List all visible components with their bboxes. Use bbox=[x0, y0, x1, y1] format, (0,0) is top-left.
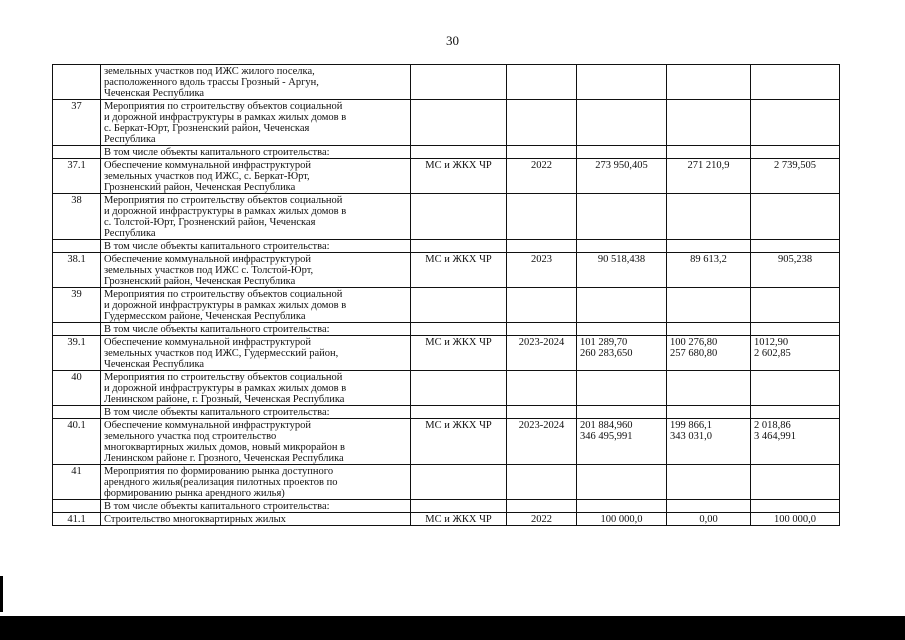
row-number-cell: 38.1 bbox=[53, 253, 101, 288]
empty-cell bbox=[411, 146, 507, 159]
empty-cell bbox=[411, 323, 507, 336]
cell-line: земельных участков под ИЖС жилого поселка, bbox=[104, 66, 315, 77]
empty-cell bbox=[577, 146, 667, 159]
cell-line: и дорожной инфраструктуры в рамках жилых домов в bbox=[104, 300, 347, 311]
cell-line: и дорожной инфраструктуры в рамках жилых домов в bbox=[104, 383, 347, 394]
description-cell bbox=[101, 159, 411, 194]
year-cell: 2023 bbox=[507, 253, 577, 288]
amount-cell-v3 bbox=[751, 194, 840, 240]
row-number-cell bbox=[53, 240, 101, 253]
year-cell: 2022 bbox=[507, 513, 577, 526]
empty-cell bbox=[577, 240, 667, 253]
cell-line: Обеспечение коммунальной инфраструктурой bbox=[104, 160, 311, 171]
empty-cell bbox=[667, 406, 751, 419]
organization-cell bbox=[411, 465, 507, 500]
amount-cell-v1 bbox=[577, 194, 667, 240]
cell-line: 199 866,1 bbox=[670, 420, 712, 431]
empty-cell bbox=[507, 240, 577, 253]
empty-cell bbox=[577, 323, 667, 336]
amount-cell-v3 bbox=[751, 253, 840, 288]
description-cell bbox=[101, 65, 411, 100]
table-row bbox=[53, 371, 840, 406]
amount-cell-v1 bbox=[577, 371, 667, 406]
amount-cell-v3 bbox=[751, 465, 840, 500]
empty-cell bbox=[751, 240, 840, 253]
description-cell bbox=[101, 194, 411, 240]
cell-line: 273 950,405 bbox=[595, 160, 648, 171]
empty-cell bbox=[507, 323, 577, 336]
cell-line: многоквартирных жилых домов, новый микрорайон в bbox=[104, 442, 346, 453]
cell-line: 101 289,70 bbox=[580, 337, 628, 348]
cell-line: Строительство многоквартирных жилых bbox=[104, 514, 286, 525]
amount-cell-v2 bbox=[667, 100, 751, 146]
organization-cell bbox=[411, 371, 507, 406]
table-row bbox=[53, 336, 840, 371]
table-row bbox=[53, 253, 840, 288]
table-row bbox=[53, 159, 840, 194]
description-cell bbox=[101, 288, 411, 323]
empty-cell bbox=[411, 240, 507, 253]
cell-line: 343 031,0 bbox=[670, 431, 712, 442]
year-cell bbox=[507, 194, 577, 240]
empty-cell bbox=[667, 323, 751, 336]
table-subheader-row bbox=[53, 240, 840, 253]
table-row bbox=[53, 465, 840, 500]
empty-cell bbox=[411, 500, 507, 513]
subheader-text: В том числе объекты капитального строительства: bbox=[101, 240, 411, 253]
table-row bbox=[53, 65, 840, 100]
row-number-cell: 38 bbox=[53, 194, 101, 240]
cell-line: земельных участков под ИЖС, с. Беркат-Юрт, bbox=[104, 171, 310, 182]
organization-cell: МС и ЖКХ ЧР bbox=[411, 513, 507, 526]
description-cell bbox=[101, 253, 411, 288]
table-row bbox=[53, 288, 840, 323]
row-number-cell bbox=[53, 65, 101, 100]
page-number: 30 bbox=[446, 33, 459, 48]
year-cell: 2023-2024 bbox=[507, 336, 577, 371]
year-cell bbox=[507, 65, 577, 100]
cell-line: 100 000,0 bbox=[774, 514, 816, 525]
cell-line: 2 739,505 bbox=[774, 160, 816, 171]
cell-line: Обеспечение коммунальной инфраструктурой bbox=[104, 254, 311, 265]
amount-cell-v1 bbox=[577, 100, 667, 146]
cell-line: 271 210,9 bbox=[687, 160, 730, 171]
cell-line: земельного участка под строительство bbox=[104, 431, 277, 442]
organization-cell: МС и ЖКХ ЧР bbox=[411, 159, 507, 194]
organization-cell bbox=[411, 100, 507, 146]
amount-cell-v1 bbox=[577, 288, 667, 323]
amount-cell-v2 bbox=[667, 288, 751, 323]
table-subheader-row bbox=[53, 500, 840, 513]
cell-line: и дорожной инфраструктуры в рамках жилых домов в bbox=[104, 206, 347, 217]
cell-line: земельных участков под ИЖС, Гудермесский район, bbox=[104, 348, 339, 359]
empty-cell bbox=[667, 500, 751, 513]
empty-cell bbox=[751, 406, 840, 419]
description-cell bbox=[101, 513, 411, 526]
empty-cell bbox=[577, 500, 667, 513]
cell-line: 2 018,86 bbox=[754, 420, 791, 431]
cell-line: Обеспечение коммунальной инфраструктурой bbox=[104, 337, 311, 348]
year-cell bbox=[507, 371, 577, 406]
cell-line: Грозненский район, Чеченская Республика bbox=[104, 182, 296, 193]
organization-cell bbox=[411, 65, 507, 100]
row-number-cell: 37 bbox=[53, 100, 101, 146]
cell-line: 89 613,2 bbox=[690, 254, 727, 265]
table-row bbox=[53, 194, 840, 240]
empty-cell bbox=[507, 500, 577, 513]
description-cell bbox=[101, 100, 411, 146]
amount-cell-v1 bbox=[577, 253, 667, 288]
amount-cell-v1 bbox=[577, 419, 667, 465]
organization-cell: МС и ЖКХ ЧР bbox=[411, 336, 507, 371]
cell-line: 3 464,991 bbox=[754, 431, 796, 442]
year-cell: 2023-2024 bbox=[507, 419, 577, 465]
amount-cell-v2 bbox=[667, 419, 751, 465]
cell-line: 260 283,650 bbox=[580, 348, 633, 359]
empty-cell bbox=[667, 240, 751, 253]
organization-cell: МС и ЖКХ ЧР bbox=[411, 419, 507, 465]
cell-line: Мероприятия по строительству объектов социальной bbox=[104, 195, 343, 206]
amount-cell-v1 bbox=[577, 159, 667, 194]
year-cell: 2022 bbox=[507, 159, 577, 194]
amount-cell-v1 bbox=[577, 513, 667, 526]
subheader-text: В том числе объекты капитального строительства: bbox=[101, 500, 411, 513]
cell-line: Чеченская Республика bbox=[104, 359, 205, 370]
table-subheader-row bbox=[53, 146, 840, 159]
amount-cell-v2 bbox=[667, 65, 751, 100]
empty-cell bbox=[507, 146, 577, 159]
amount-cell-v3 bbox=[751, 100, 840, 146]
empty-cell bbox=[751, 500, 840, 513]
empty-cell bbox=[667, 146, 751, 159]
organization-cell bbox=[411, 194, 507, 240]
year-cell bbox=[507, 465, 577, 500]
cell-line: Мероприятия по строительству объектов социальной bbox=[104, 101, 343, 112]
amount-cell-v2 bbox=[667, 465, 751, 500]
subheader-text: В том числе объекты капитального строительства: bbox=[101, 146, 411, 159]
year-cell bbox=[507, 100, 577, 146]
description-cell bbox=[101, 419, 411, 465]
cell-line: Чеченская Республика bbox=[104, 88, 205, 99]
cell-line: Мероприятия по формированию рынка доступного bbox=[104, 466, 334, 477]
cell-line: и дорожной инфраструктуры в рамках жилых домов в bbox=[104, 112, 347, 123]
amount-cell-v3 bbox=[751, 288, 840, 323]
row-number-cell: 40 bbox=[53, 371, 101, 406]
amount-cell-v3 bbox=[751, 419, 840, 465]
organization-cell bbox=[411, 288, 507, 323]
cell-line: Мероприятия по строительству объектов социальной bbox=[104, 289, 343, 300]
organization-cell: МС и ЖКХ ЧР bbox=[411, 253, 507, 288]
empty-cell bbox=[577, 406, 667, 419]
amount-cell-v3 bbox=[751, 65, 840, 100]
cell-line: Ленинском районе г. Грозного, Чеченская Республика bbox=[104, 453, 344, 464]
cell-line: 201 884,960 bbox=[580, 420, 633, 431]
subheader-text: В том числе объекты капитального строительства: bbox=[101, 323, 411, 336]
cell-line: формированию рынка арендного жилья) bbox=[104, 488, 285, 499]
description-cell bbox=[101, 465, 411, 500]
cell-line: арендного жилья(реализация пилотных проектов по bbox=[104, 477, 338, 488]
empty-cell bbox=[751, 323, 840, 336]
cell-line: 100 000,0 bbox=[600, 514, 643, 525]
amount-cell-v2 bbox=[667, 513, 751, 526]
cell-line: земельных участков под ИЖС с. Толстой-Юрт, bbox=[104, 265, 314, 276]
year-cell bbox=[507, 288, 577, 323]
table-subheader-row bbox=[53, 406, 840, 419]
cell-line: Грозненский район, Чеченская Республика bbox=[104, 276, 296, 287]
row-number-cell: 39 bbox=[53, 288, 101, 323]
cell-line: 257 680,80 bbox=[670, 348, 718, 359]
amount-cell-v2 bbox=[667, 159, 751, 194]
cell-line: Гудермесском районе, Чеченская Республика bbox=[104, 311, 306, 322]
amount-cell-v2 bbox=[667, 371, 751, 406]
amount-cell-v3 bbox=[751, 371, 840, 406]
row-number-cell bbox=[53, 406, 101, 419]
amount-cell-v1 bbox=[577, 65, 667, 100]
empty-cell bbox=[507, 406, 577, 419]
budget-table bbox=[52, 64, 840, 526]
table-subheader-row bbox=[53, 323, 840, 336]
amount-cell-v3 bbox=[751, 336, 840, 371]
amount-cell-v3 bbox=[751, 159, 840, 194]
row-number-cell bbox=[53, 500, 101, 513]
cell-line: Республика bbox=[104, 134, 156, 145]
amount-cell-v3 bbox=[751, 513, 840, 526]
cell-line: Обеспечение коммунальной инфраструктурой bbox=[104, 420, 311, 431]
row-number-cell: 41.1 bbox=[53, 513, 101, 526]
table-row bbox=[53, 100, 840, 146]
row-number-cell: 41 bbox=[53, 465, 101, 500]
cell-line: 346 495,991 bbox=[580, 431, 633, 442]
cell-line: с. Беркат-Юрт, Грозненский район, Чеченская bbox=[104, 123, 310, 134]
row-number-cell bbox=[53, 146, 101, 159]
description-cell bbox=[101, 336, 411, 371]
cell-line: 100 276,80 bbox=[670, 337, 718, 348]
table-row bbox=[53, 513, 840, 526]
cell-line: расположенного вдоль трассы Грозный - Аргун, bbox=[104, 77, 319, 88]
empty-cell bbox=[411, 406, 507, 419]
table-body bbox=[53, 65, 840, 526]
subheader-text: В том числе объекты капитального строительства: bbox=[101, 406, 411, 419]
row-number-cell: 39.1 bbox=[53, 336, 101, 371]
cell-line: Ленинском районе, г. Грозный, Чеченская Республика bbox=[104, 394, 345, 405]
cell-line: 90 518,438 bbox=[597, 254, 646, 265]
cell-line: 905,238 bbox=[777, 254, 813, 265]
amount-cell-v2 bbox=[667, 194, 751, 240]
cell-line: 1012,90 bbox=[754, 337, 789, 348]
table-row bbox=[53, 419, 840, 465]
cell-line: 0,00 bbox=[699, 514, 718, 525]
amount-cell-v1 bbox=[577, 336, 667, 371]
scan-bottom-bar bbox=[0, 616, 905, 640]
amount-cell-v2 bbox=[667, 336, 751, 371]
cell-line: 2 602,85 bbox=[754, 348, 791, 359]
cell-line: Мероприятия по строительству объектов социальной bbox=[104, 372, 343, 383]
cell-line: с. Толстой-Юрт, Грозненский район, Чеченская bbox=[104, 217, 316, 228]
description-cell bbox=[101, 371, 411, 406]
amount-cell-v2 bbox=[667, 253, 751, 288]
row-number-cell: 40.1 bbox=[53, 419, 101, 465]
row-number-cell: 37.1 bbox=[53, 159, 101, 194]
empty-cell bbox=[751, 146, 840, 159]
row-number-cell bbox=[53, 323, 101, 336]
amount-cell-v1 bbox=[577, 465, 667, 500]
scan-edge-mark bbox=[0, 576, 3, 612]
cell-line: Республика bbox=[104, 228, 156, 239]
